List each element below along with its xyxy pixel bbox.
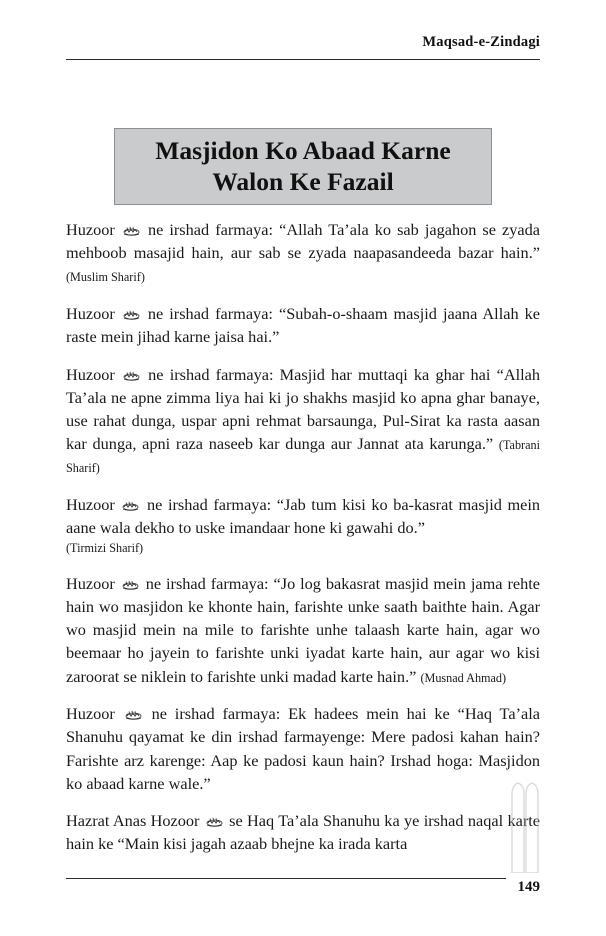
body-paragraph [66,809,540,855]
hadith-source: (Tirmizi Sharif) [66,541,144,556]
paragraph-lead: Huzoor [66,303,121,323]
corner-ornament [510,781,540,873]
paragraph-text: ne irshad farmaya: Masjid har muttaqi ka ghar hai “Allah Ta’ala ne apne zimma liya hai ki jo shakhs masjid ko apna ghar banaye, use rahat dunga, uspar apni rehmat barsaunga, Pul-Sirat ka rasta aasan kar dunga, apni raza naseeb kar dunga aur Jannat ata karunga.” [66,364,540,454]
pbuh-calligraphy-icon [123,309,140,320]
footer-divider [66,878,506,879]
paragraph-text: ne irshad farmaya: “Subah-o-shaam masjid jaana Allah ke raste mein jihad karne jaisa hai.” [66,303,540,347]
paragraph-text: ne irshad farmaya: “Jo log bakasrat masjid mein jama rehte hain wo masjidon ke khonte hain, farishte unke saath baithte hain. Agar wo masjid mein na mile to farishte unhe talaash karte hain, agar wo beemaar ho jayein to farishte unki iyadat karte hain, aur agar wo kisi zaroorat se niklein to farishte unki madad karte hain.” [66,574,540,686]
pbuh-calligraphy-icon [122,500,139,511]
paragraph-text: se Haq Ta’ala Shanuhu ka ye irshad naqal karte hain ke “Main kisi jagah azaab bhejne ka irada karta [66,811,540,854]
paragraph-lead: Huzoor [66,364,121,384]
header-divider [66,59,540,60]
body-text-column [66,218,540,856]
pbuh-calligraphy-icon [125,709,142,720]
paragraph-lead: Hazrat Anas Hozoor [66,811,204,831]
paragraph-lead: Huzoor [66,574,120,594]
body-paragraph [66,302,540,348]
page-number: 149 [517,879,540,895]
paragraph-text: ne irshad farmaya: “Allah Ta’ala ko sab jagahon se zyada mehboob masajid hain, aur sab se zyada naapasandeeda bazar hain.” [66,220,540,263]
hadith-source: (Tabrani Sharif) [66,438,540,476]
pbuh-calligraphy-icon [123,225,140,236]
body-paragraph [66,572,540,688]
body-paragraph [66,702,540,795]
running-header: Maqsad-e-Zindagi [422,34,540,50]
hadith-source: (Musnad Ahmad) [420,670,507,685]
pbuh-calligraphy-icon [122,579,139,590]
paragraph-lead: Huzoor [66,220,121,239]
paragraph-text: ne irshad farmaya: “Jab tum kisi ko ba-kasrat masjid mein aane wala dekho to uske imandaar hone ki gawahi do.” [66,494,540,538]
paragraph-lead: Huzoor [66,704,123,724]
chapter-title-line-2: Walon Ke Fazail [212,166,394,196]
chapter-title [145,136,460,196]
paragraph-lead: Huzoor [66,494,121,514]
chapter-title-line-1: Masjidon Ko Abaad Karne [155,136,451,166]
body-paragraph [66,363,540,479]
pbuh-calligraphy-icon [206,816,223,827]
body-paragraph [66,218,540,287]
pbuh-calligraphy-icon [123,370,140,381]
body-paragraph [66,493,540,558]
hadith-source: (Muslim Sharif) [66,270,145,285]
chapter-title-box [114,128,492,205]
paragraph-text: ne irshad farmaya: Ek hadees mein hai ke “Haq Ta’ala Shanuhu qayamat ke din irshad farmayenge: Mere padosi kahan hain? Farishte arz karenge: Aap ke padosi kaun hain? Irshad hoga: Masjidon ko abaad karne wale.” [66,704,540,793]
